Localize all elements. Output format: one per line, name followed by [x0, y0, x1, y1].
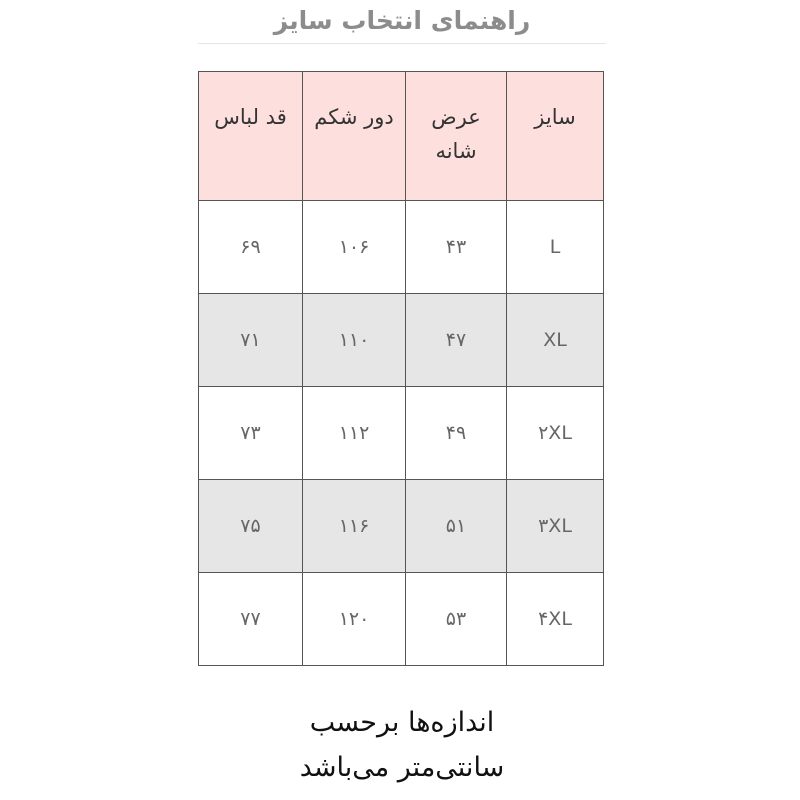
table-header-row: [199, 72, 604, 201]
table-row: [199, 294, 604, 387]
cell-length: ۶۹: [199, 201, 303, 294]
table-row: [199, 201, 604, 294]
cell-length: ۷۷: [199, 573, 303, 666]
cell-waist: ۱۱۲: [303, 387, 406, 480]
cell-length: ۷۱: [199, 294, 303, 387]
cell-size: XL: [507, 294, 604, 387]
cell-waist: ۱۱۶: [303, 480, 406, 573]
units-footnote: اندازه‌ها برحسب سانتی‌متر می‌باشد: [299, 707, 505, 783]
cell-waist: ۱۰۶: [303, 201, 406, 294]
header-waist: دور شکم: [303, 72, 406, 201]
cell-waist: ۱۲۰: [303, 573, 406, 666]
header-size: سایز: [507, 72, 604, 201]
header-length: قد لباس: [199, 72, 303, 201]
cell-waist: ۱۱۰: [303, 294, 406, 387]
table-row: [199, 480, 604, 573]
size-chart-table: [198, 71, 604, 666]
cell-length: ۷۳: [199, 387, 303, 480]
cell-shoulder-width: ۵۱: [406, 480, 507, 573]
cell-shoulder-width: ۵۳: [406, 573, 507, 666]
cell-size: ۴XL: [507, 573, 604, 666]
cell-length: ۷۵: [199, 480, 303, 573]
cell-size: ۲XL: [507, 387, 604, 480]
cell-shoulder-width: ۴۳: [406, 201, 507, 294]
table-row: [199, 387, 604, 480]
cell-shoulder-width: ۴۷: [406, 294, 507, 387]
table-row: [199, 573, 604, 666]
cell-size: ۳XL: [507, 480, 604, 573]
page-title: راهنمای انتخاب سایز: [198, 0, 606, 44]
header-shoulder-width: عرض شانه: [406, 72, 507, 201]
cell-size: L: [507, 201, 604, 294]
cell-shoulder-width: ۴۹: [406, 387, 507, 480]
